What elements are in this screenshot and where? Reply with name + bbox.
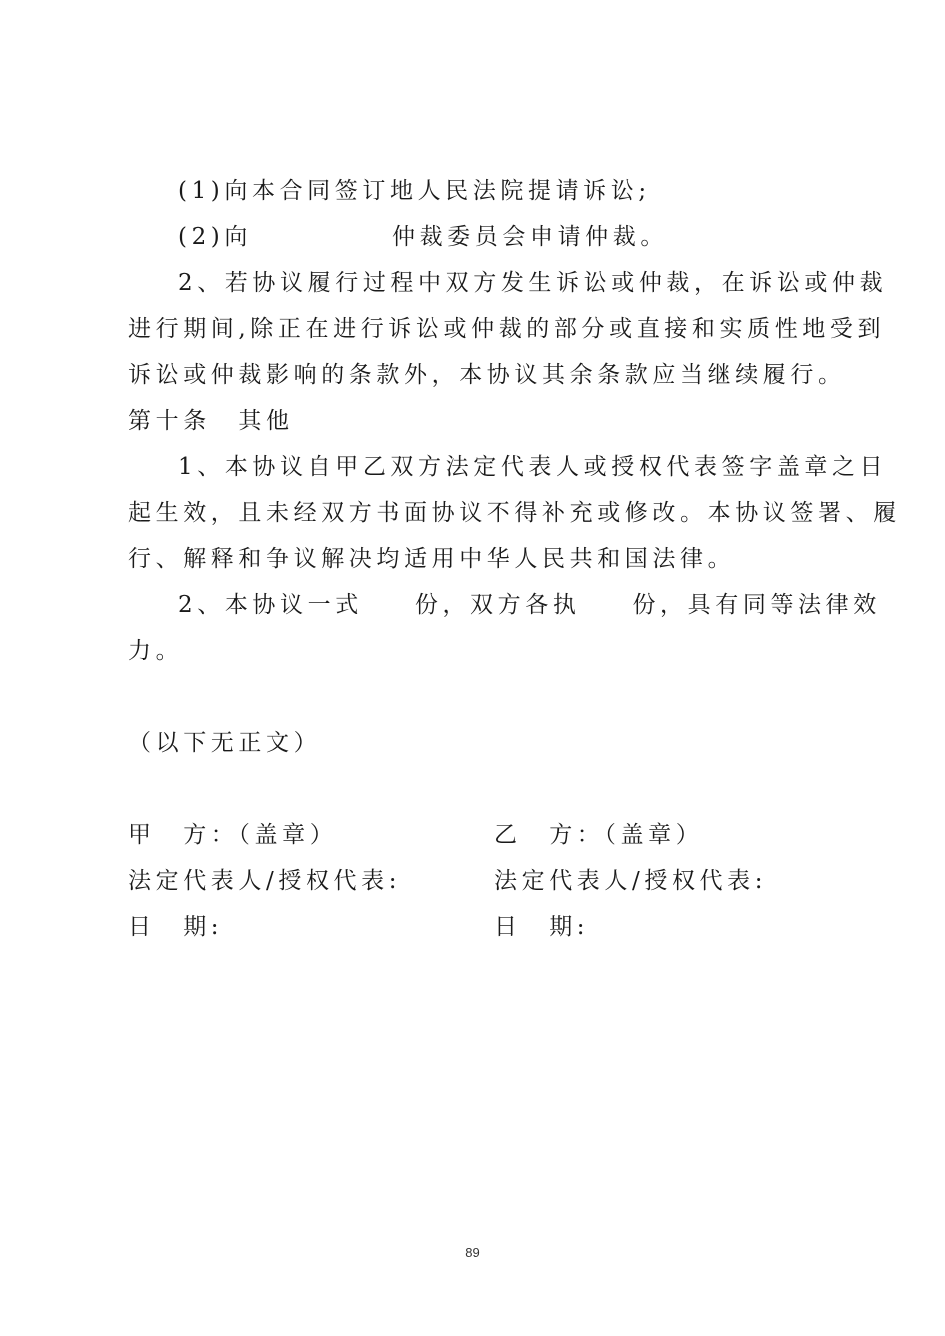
para-2-line-2: 进行期间,除正在进行诉讼或仲裁的部分或直接和实质性地受到 (128, 316, 886, 342)
article-10-para-1-line-2: 起生效，且未经双方书面协议不得补充或修改。本协议签署、履 (128, 500, 901, 526)
party-b-representative-label: 法定代表人/授权代表: (494, 868, 768, 894)
item-2-suffix: 仲裁委员会申请仲裁。 (391, 224, 668, 250)
article-10-para-1-line-3: 行、解释和争议解决均适用中华人民共和国法律。 (128, 546, 736, 572)
no-more-text-note: （以下无正文） (128, 730, 322, 756)
party-a-label: 甲 方：（盖章） (128, 822, 338, 848)
para-2-line-3: 诉讼或仲裁影响的条款外，本协议其余条款应当继续履行。 (128, 362, 846, 388)
copies-each-text: 份，双方各执 (414, 592, 581, 618)
party-b-label: 乙 方：（盖章） (494, 822, 704, 848)
legal-effect-text: 份，具有同等法律效 (632, 592, 881, 618)
article-10-para-2-line-2: 力。 (128, 638, 184, 664)
item-1-litigation: (1)向本合同签订地人民法院提请诉讼; (178, 178, 651, 204)
item-2-prefix: (2)向 (178, 224, 252, 250)
party-b-date-label: 日 期: (494, 914, 590, 940)
article-10-heading: 第十条 其他 (128, 408, 294, 434)
party-a-date-label: 日 期: (128, 914, 224, 940)
party-a-representative-label: 法定代表人/授权代表: (128, 868, 402, 894)
article-10-para-1-line-1: 1、本协议自甲乙双方法定代表人或授权代表签字盖章之日 (178, 454, 888, 480)
article-10-para-2-line-1 (178, 590, 881, 620)
copies-total-text: 2、本协议一式 (178, 592, 363, 618)
page-number: 89 (465, 1245, 480, 1260)
para-2-line-1: 2、若协议履行过程中双方发生诉讼或仲裁，在诉讼或仲裁 (178, 270, 888, 296)
item-2-arbitration (178, 222, 668, 252)
